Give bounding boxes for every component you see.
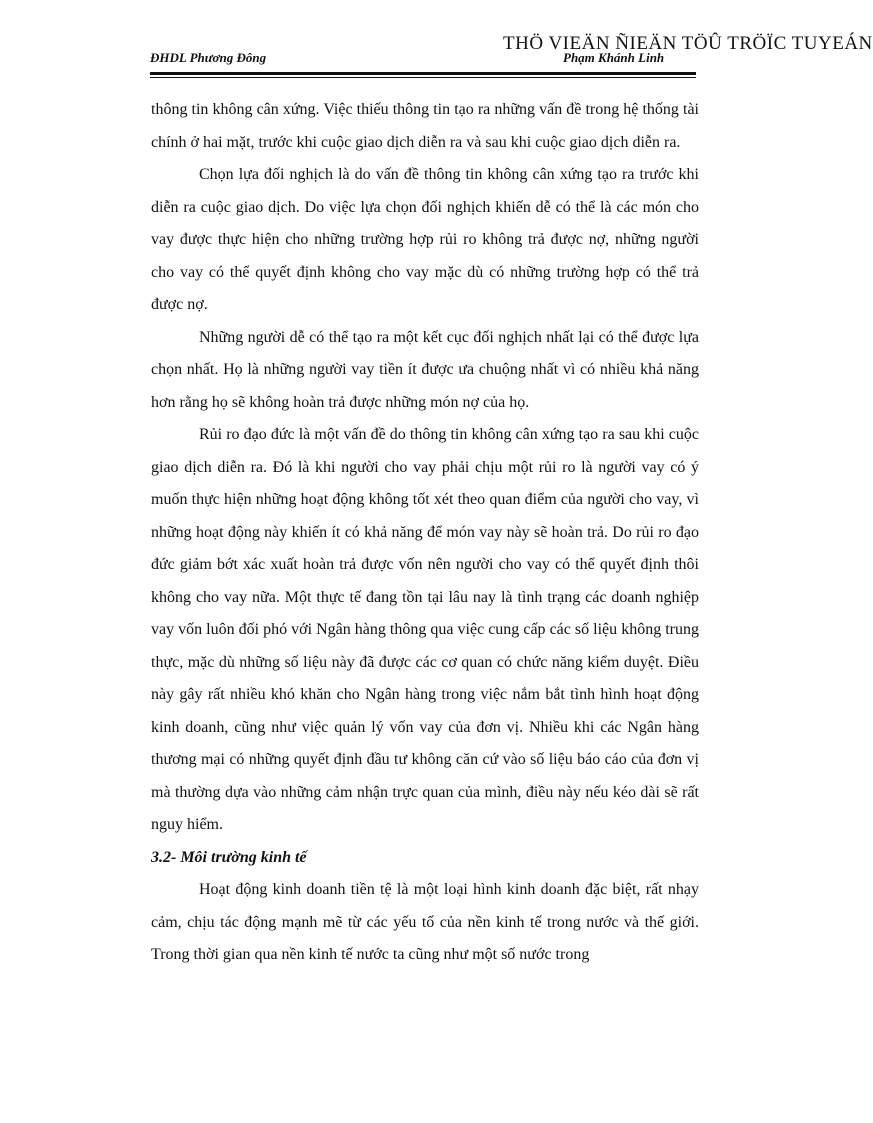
paragraph-moral-hazard: Rủi ro đạo đức là một vấn đề do thông tin không cân xứng tạo ra sau khi cuộc giao dịch diễn ra. Đó là khi người cho vay phải chịu một rủi ro là người vay có ý muốn thực hiện những hoạt động không tốt xét theo quan điểm của người cho vay, vì những hoạt động này khiến ít có khả năng để món vay này sẽ hoàn trả. Do rủi ro đạo đức giảm bớt xác xuất hoàn trả được vốn nên người cho vay có thể quyết định thôi không cho vay nữa. Một thực tế đang tồn tại lâu nay là tình trạng các doanh nghiệp vay vốn luôn đối phó với Ngân hàng thông qua việc cung cấp các số liệu không trung thực, mặc dù những số liệu này đã được các cơ quan có chức năng kiểm duyệt. Điều này gây rất nhiều khó khăn cho Ngân hàng trong việc nắm bắt tình hình hoạt động kinh doanh, cũng như việc quản lý vốn vay của đơn vị. Nhiều khi các Ngân hàng thương mại có những quyết định đầu tư không căn cứ vào số liệu báo cáo của đơn vị mà thường dựa vào những cảm nhận trực quan của mình, điều này nếu kéo dài sẽ rất nguy hiểm.: [151, 426, 699, 833]
paragraph-economic-environment: Hoạt động kinh doanh tiền tệ là một loại hình kinh doanh đặc biệt, rất nhạy cảm, chịu tác động mạnh mẽ từ các yếu tố của nền kinh tế trong nước và thế giới. Trong thời gian qua nền kinh tế nước ta cũng như một số nước trong: [151, 881, 699, 963]
header-author-name: Phạm Khánh Linh: [563, 50, 665, 65]
page-body: [151, 94, 699, 972]
header-school-name: ĐHDL Phương Đông: [150, 50, 267, 65]
paragraph-adverse-selection-cont: Những người dễ có thể tạo ra một kết cục đối nghịch nhất lại có thể được lựa chọn nhất. Họ là những người vay tiền ít được ưa chuộng nhất vì có nhiều khả năng hơn rằng họ sẽ không hoàn trả được những món nợ của họ.: [151, 328, 699, 411]
header-rule-thin: [150, 77, 696, 78]
paragraph-adverse-selection: Chọn lựa đối nghịch là do vấn đề thông tin không cân xứng tạo ra trước khi diễn ra cuộc giao dịch. Do việc lựa chọn đối nghịch khiến dễ có thể là các món cho vay được thực hiện cho những trường hợp rủi ro không trả được nợ, những người cho vay có thể quyết định không cho vay mặc dù có những trường hợp có thể trả được nợ.: [151, 166, 699, 313]
header-rule-thick: [150, 72, 696, 75]
library-watermark: THÖ VIEÄN ÑIEÄN TÖÛ TRÖÏC TUYEÁN: [503, 33, 873, 54]
paragraph-continuation: thông tin không cân xứng. Việc thiếu thông tin tạo ra những vấn đề trong hệ thống tài chính ở hai mặt, trước khi cuộc giao dịch diễn ra và sau khi cuộc giao dịch diễn ra.: [151, 101, 699, 151]
section-heading: 3.2- Môi trường kinh tế: [151, 848, 307, 866]
